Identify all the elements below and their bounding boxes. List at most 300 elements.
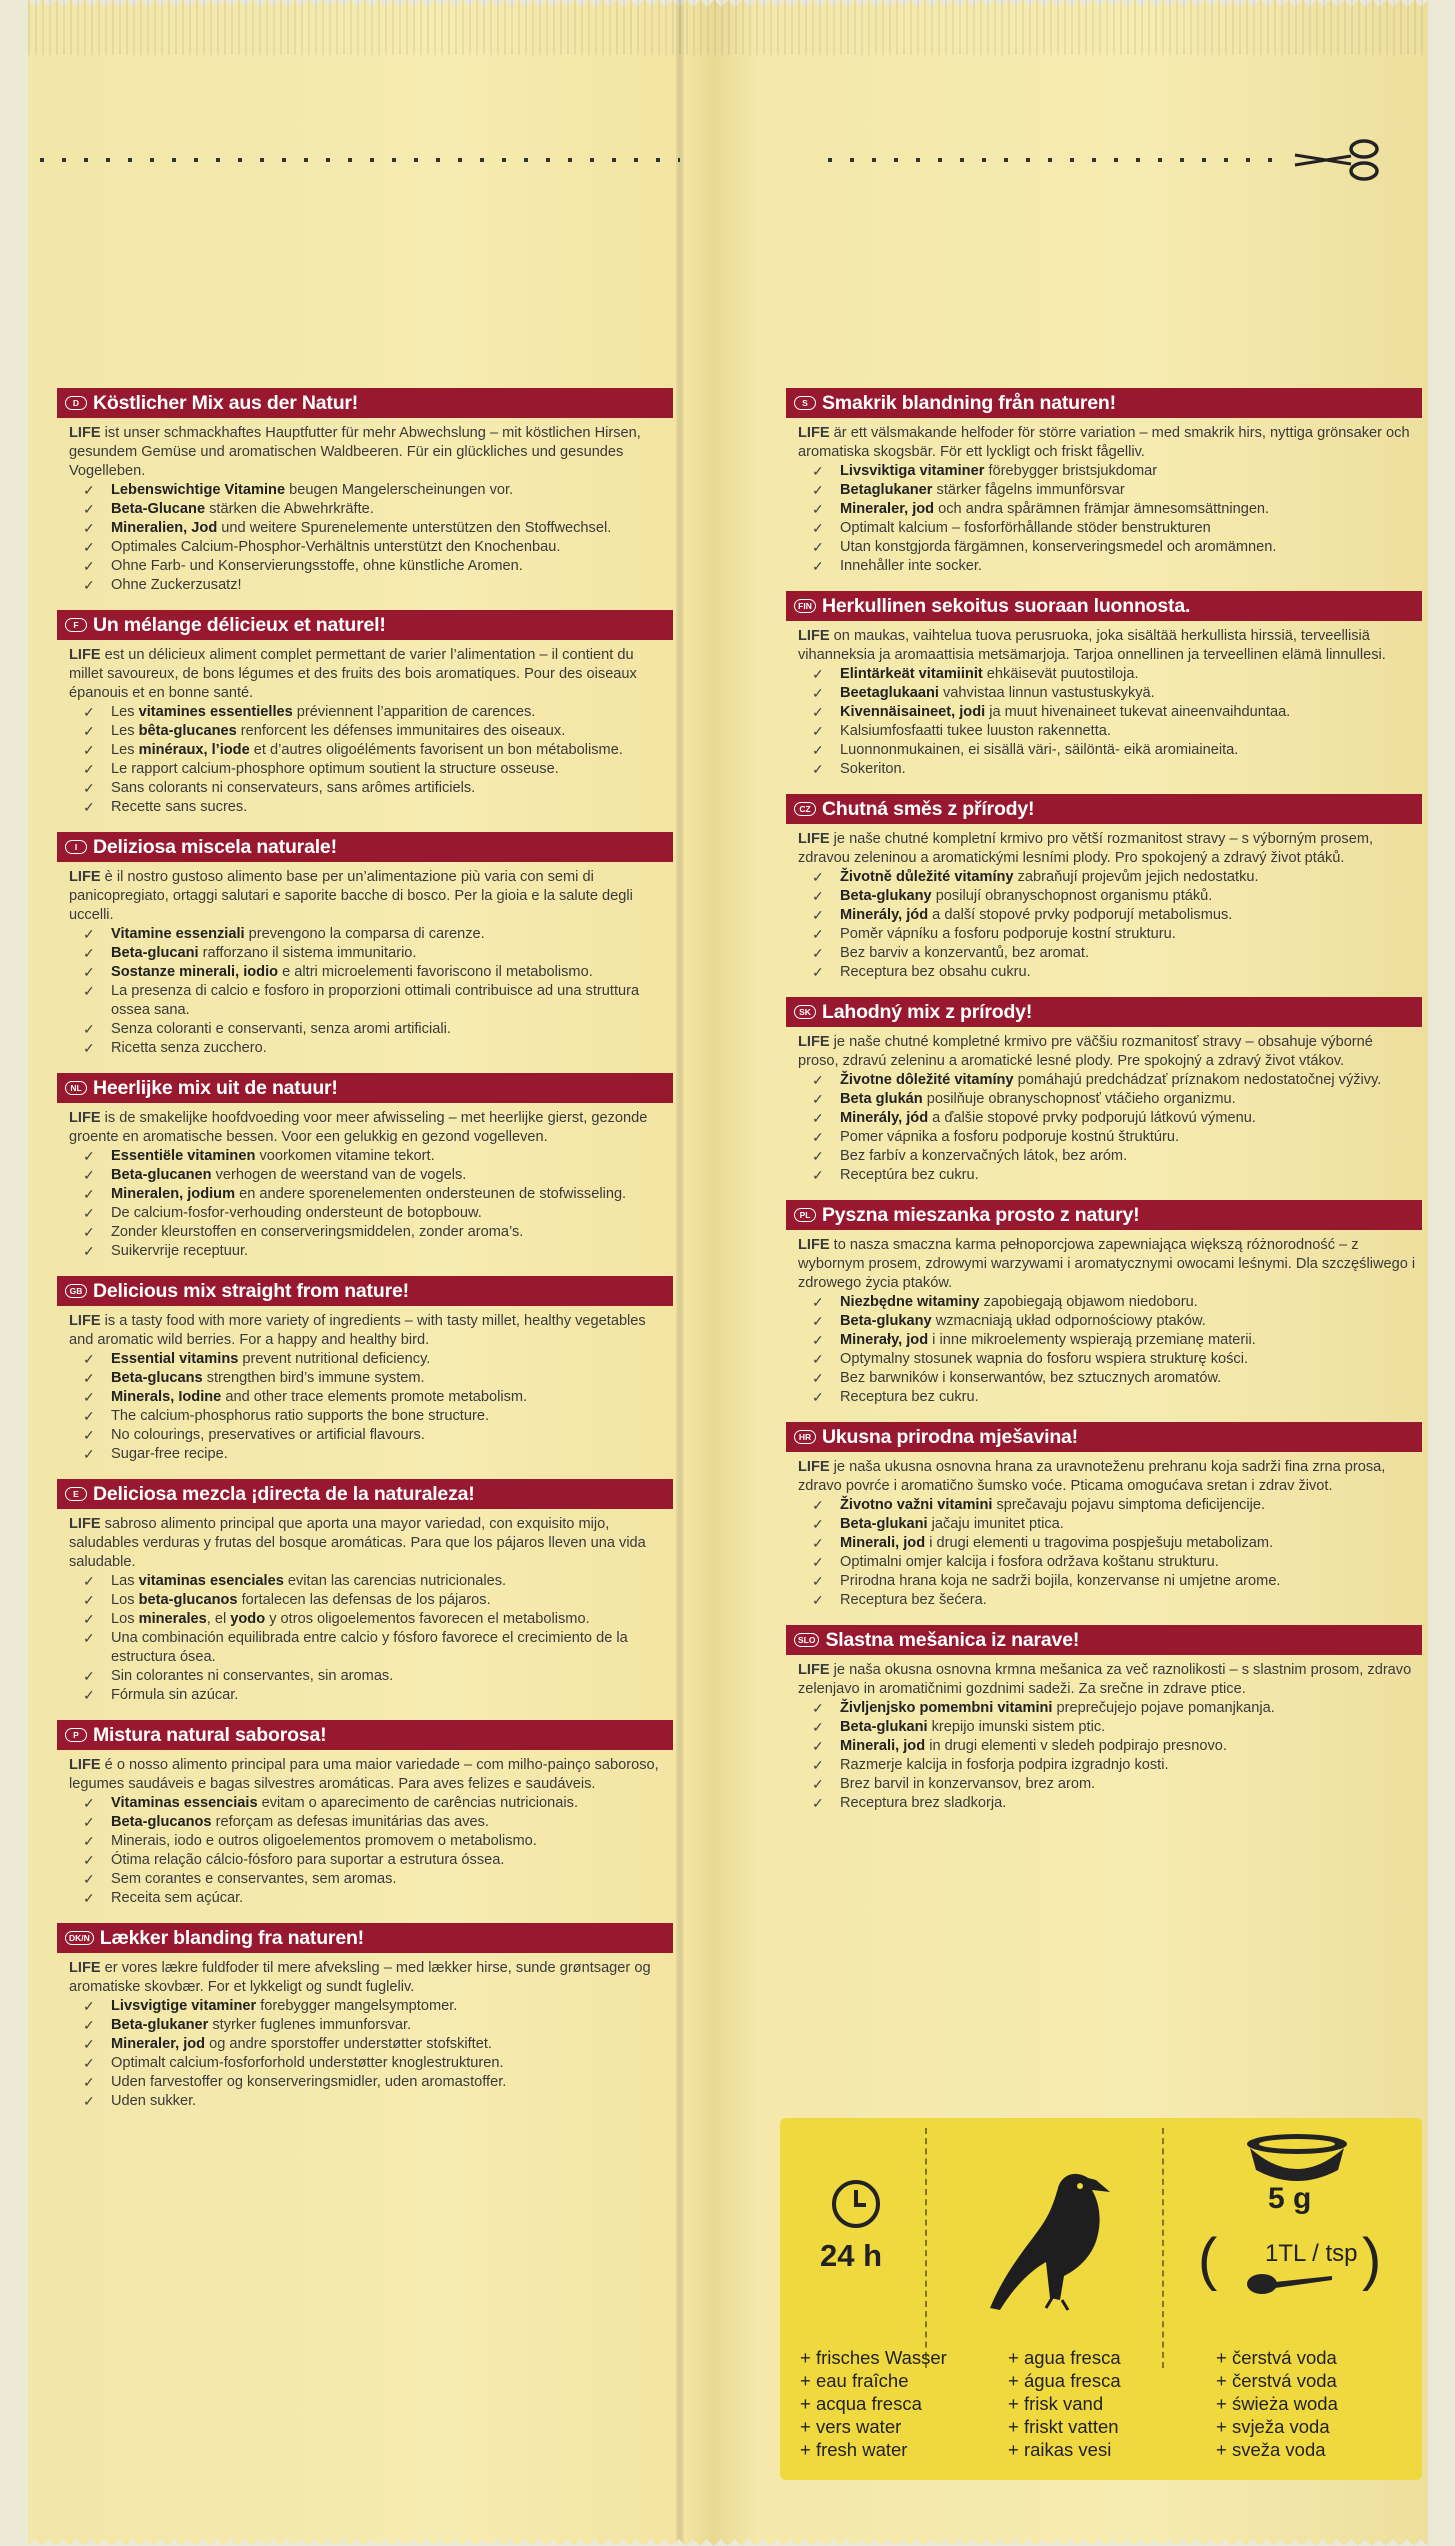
benefit-text: prevengono la comparsa di carenze. [244,926,485,942]
brand-name: LIFE [798,628,830,644]
benefit-text: Ohne Zuckerzusatz! [111,577,242,593]
benefit-item [812,1572,1422,1591]
benefit-item [812,1515,1422,1534]
section-title: Köstlicher Mix aus der Natur! [93,391,359,414]
benefit-bold: Životne dôležité vitamíny [840,1072,1014,1088]
benefit-text: posilují obranyschopnost organismu ptáků. [931,888,1213,904]
benefit-text: reforçam as defesas imunitárias das aves. [211,1814,489,1830]
benefit-bold: Beta-glucanen [111,1167,212,1183]
brand-name: LIFE [798,1662,830,1678]
benefit-list [786,665,1422,779]
water-note: + fresh water [800,2439,908,2460]
language-badge: P [65,1728,87,1742]
brand-name: LIFE [69,1516,101,1532]
intro-text [57,868,673,925]
benefit-list [786,462,1422,576]
benefit-text: en andere sporenelementen ondersteunen de stofwisseling. [235,1186,627,1202]
section-title: Ukusna prirodna mješavina! [822,1425,1078,1448]
benefit-item [83,982,673,1020]
benefit-item [812,1293,1422,1312]
benefit-text: Minerais, iodo e outros oligoelementos promovem o metabolismo. [111,1833,537,1849]
benefit-item [83,500,673,519]
benefit-text: a ďalšie stopové prvky podporujú látkovú výmenu. [928,1110,1256,1126]
benefit-bold: Beta-Glucane [111,501,206,517]
benefit-text: prevent nutritional deficiency. [238,1351,431,1367]
benefit-text: Razmerje kalcija in fosforja podpira izgradnjo kosti. [840,1757,1169,1773]
benefit-bold: Životně důležité vitamíny [840,869,1014,885]
intro-body: sabroso alimento principal que aporta una mayor variedad, con exquisito mijo, saludables verduras y frutas del bosque aromáticas. Para que los pájaros lleven una vida saludable. [69,1516,646,1570]
benefit-text: Receptura brez sladkorja. [840,1795,1007,1811]
intro-text [786,1458,1422,1496]
benefit-bold: Essential vitamins [111,1351,239,1367]
section-gb [57,1276,673,1464]
water-note: + eau fraîche [800,2370,909,2391]
benefit-item [812,1775,1422,1794]
benefit-text: Les [111,723,139,739]
benefit-item [812,925,1422,944]
benefit-list [786,1699,1422,1813]
section-title: Heerlijke mix uit de natuur! [93,1076,338,1099]
benefit-text: strengthen bird’s immune system. [202,1370,425,1386]
section-title: Mistura natural saborosa! [93,1723,327,1746]
benefit-item [812,906,1422,925]
benefit-text: Brez barvil in konzervansov, brez arom. [840,1776,1096,1792]
benefit-item [812,1756,1422,1775]
section-header [57,1479,673,1509]
benefit-item [83,1997,673,2016]
intro-text [57,646,673,703]
section-header [786,794,1422,824]
section-header [57,610,673,640]
benefit-text: No colourings, preservatives or artificial flavours. [111,1427,425,1443]
benefit-bold: Minerali, jod [840,1535,926,1551]
benefit-item [812,944,1422,963]
benefit-item [83,538,673,557]
benefit-text: Les [111,742,139,758]
benefit-bold: Betaglukaner [840,482,933,498]
language-badge: D [65,396,87,410]
benefit-item [812,665,1422,684]
benefit-item [812,1369,1422,1388]
benefit-item [83,1388,673,1407]
benefit-item [812,963,1422,982]
benefit-item [812,557,1422,576]
benefit-item [812,1090,1422,1109]
benefit-text: Bez farbív a konzervačných látok, bez aróm. [840,1148,1128,1164]
benefit-item [812,1591,1422,1610]
brand-name: LIFE [69,1110,101,1126]
benefit-item [83,1223,673,1242]
benefit-item [812,1128,1422,1147]
dose-amount: 5 g [1268,2182,1312,2215]
section-title: Smakrik blandning från naturen! [822,391,1116,414]
benefit-item [812,1071,1422,1090]
benefit-item [83,1667,673,1686]
bird-icon [980,2158,1125,2358]
benefit-list [57,703,673,817]
language-badge: PL [794,1208,816,1222]
benefit-text: e altri microelementi favoriscono il metabolismo. [278,964,593,980]
section-slo [786,1625,1422,1813]
language-badge: I [65,840,87,854]
benefit-item [83,1889,673,1908]
benefit-text: Sin colorantes ni conservantes, sin aromas. [111,1668,394,1684]
section-header [786,997,1422,1027]
section-title: Lækker blanding fra naturen! [99,1926,364,1949]
benefit-text: Ohne Farb- und Konservierungsstoffe, ohne künstliche Aromen. [111,558,523,574]
benefit-text: Receita sem açúcar. [111,1890,244,1906]
section-title: Lahodný mix z prírody! [822,1000,1033,1023]
brand-name: LIFE [69,1960,101,1976]
benefit-item [83,1870,673,1889]
intro-text [786,830,1422,868]
scissors-icon [1293,138,1383,182]
benefit-text: förebygger bristsjukdomar [984,463,1158,479]
water-note: + raikas vesi [1008,2439,1112,2460]
benefit-item [83,722,673,741]
intro-text [786,1661,1422,1699]
benefit-item [83,1445,673,1464]
intro-text [57,1109,673,1147]
divider [925,2128,927,2368]
benefit-item [812,462,1422,481]
benefit-list [57,1350,673,1464]
section-header [786,1625,1422,1655]
benefit-text: och andra spårämnen främjar ämnesomsättningen. [934,501,1270,517]
benefit-bold: Essentiële vitaminen [111,1148,256,1164]
section-header [57,388,673,418]
language-badge: S [794,396,816,410]
benefit-item [812,519,1422,538]
benefit-item [83,760,673,779]
language-badge: NL [65,1081,87,1095]
benefit-item [83,1572,673,1591]
section-header [57,1720,673,1750]
intro-body: est un délicieux aliment complet permettant de varier l’alimentation – il contient du millet savoureux, de bons légumes et des fruits des bois aromatiques. Pour des oiseaux épanouis et en bonne santé. [69,647,637,701]
benefit-item [83,1242,673,1261]
section-title: Pyszna mieszanka prosto z natury! [822,1203,1140,1226]
benefit-text: i inne mikroelementy wspierają przemianę materii. [928,1332,1256,1348]
benefit-bold: Životno važni vitamini [840,1497,993,1513]
benefit-text: Le rapport calcium-phosphore optimum soutient la structure osseuse. [111,761,559,777]
benefit-item [83,1147,673,1166]
benefit-text: zapobiegają objawom niedoboru. [979,1294,1198,1310]
feeding-instructions [780,2118,1422,2480]
benefit-text: Optimalni omjer kalcija i fosfora održava koštanu strukturu. [840,1554,1219,1570]
benefit-text: Prirodna hrana koja ne sadrži bojila, konzervanse ni umjetne arome. [840,1573,1281,1589]
benefit-item [812,703,1422,722]
benefit-bold: Beta glukán [840,1091,923,1107]
section-i [57,832,673,1058]
benefit-text: evitan las carencias nutricionales. [283,1573,507,1589]
benefit-item [83,1426,673,1445]
benefit-item [83,2073,673,2092]
benefit-item [83,1851,673,1870]
language-badge: F [65,618,87,632]
spoon-icon [1240,2264,1335,2304]
benefit-item [812,1794,1422,1813]
benefit-item [812,1312,1422,1331]
benefit-text: ehkäisevät puutostiloja. [982,666,1139,682]
benefit-text: Kalsiumfosfaatti tukee luuston rakennetta. [840,723,1111,739]
benefit-text: Utan konstgjorda färgämnen, konserveringsmedel och aromämnen. [840,539,1277,555]
benefit-item [812,500,1422,519]
benefit-bold: Beta-glukani [840,1516,928,1532]
benefit-bold: Vitaminas essenciais [111,1795,258,1811]
benefit-text: Sokeriton. [840,761,906,777]
benefit-text: preprečujejo pojave pomanjkanja. [1052,1700,1275,1716]
water-note: + świeża woda [1216,2393,1338,2414]
benefit-text: De calcium-fosfor-verhouding ondersteunt de botopbouw. [111,1205,482,1221]
water-note: + vers water [800,2416,902,2437]
benefit-text: Recette sans sucres. [111,799,248,815]
section-d [57,388,673,595]
benefit-bold: Mineralen, jodium [111,1186,236,1202]
brand-name: LIFE [69,1313,101,1329]
benefit-text: ja muut hivenaineet tukevat aineenvaihduntaa. [985,704,1291,720]
water-note: + čerstvá voda [1216,2347,1337,2368]
benefit-bold: Minerals, Iodine [111,1389,222,1405]
water-note: + svježa voda [1216,2416,1330,2437]
benefit-item [83,1166,673,1185]
benefit-text: voorkomen vitamine tekort. [255,1148,435,1164]
benefit-text: in drugi elementi v sledeh podpirajo presnovo. [925,1738,1227,1754]
benefit-bold: minerales [138,1611,207,1627]
water-note: + frisches Wasser [800,2347,947,2368]
benefit-text: Poměr vápníku a fosforu podporuje kostní strukturu. [840,926,1176,942]
benefit-bold: vitaminas esenciales [138,1573,284,1589]
benefit-text: Fórmula sin azúcar. [111,1687,239,1703]
benefit-text: und weitere Spurenelemente unterstützen den Stoffwechsel. [217,520,612,536]
benefit-bold: Beta-glucans [111,1370,203,1386]
benefit-item [83,1039,673,1058]
water-list-3 [1216,2346,1338,2461]
center-seam [676,0,684,2546]
benefit-bold: Beta-glukani [840,1719,928,1735]
benefit-text: Receptúra bez cukru. [840,1167,979,1183]
water-note: + acqua fresca [800,2393,922,2414]
benefit-item [83,1204,673,1223]
benefit-bold: minéraux, l’iode [138,742,250,758]
benefit-item [83,741,673,760]
benefit-text: i drugi elementi u tragovima pospješuju metabolizam. [925,1535,1274,1551]
benefit-bold: Beta-glucani [111,945,199,961]
benefit-item [812,1166,1422,1185]
brand-name: LIFE [798,831,830,847]
benefit-item [83,1020,673,1039]
benefit-item [812,1388,1422,1407]
benefit-bold: Lebenswichtige Vitamine [111,482,286,498]
benefit-item [83,1591,673,1610]
section-e [57,1479,673,1705]
benefit-text: Suikervrije receptuur. [111,1243,249,1259]
benefit-bold: Beta-glukany [840,888,932,904]
benefit-item [83,1610,673,1629]
intro-text [57,1515,673,1572]
benefit-text: verhogen de weerstand van de vogels. [211,1167,467,1183]
benefit-bold: Minerály, jód [840,1110,929,1126]
benefit-text: posilňuje obranyschopnosť vtáčieho organizmu. [922,1091,1236,1107]
section-title: Herkullinen sekoitus suoraan luonnosta. [822,594,1191,617]
section-title: Deliziosa miscela naturale! [93,835,337,858]
intro-body: je naša ukusna osnovna hrana za uravnoteženu prehranu koja sadrži fina zrna prosa, zdravo povrće i aromatično šumsko voće. Pticama omogućava sretan i zdrav život. [798,1459,1386,1494]
water-note: + agua fresca [1008,2347,1121,2368]
benefit-bold: Kivennäisaineet, jodi [840,704,986,720]
section-header [786,1200,1422,1230]
section-dk-n [57,1923,673,2111]
benefit-list [57,1794,673,1908]
clock-icon [830,2178,882,2230]
benefit-text: Uden farvestoffer og konserveringsmidler, uden aromastoffer. [111,2074,507,2090]
benefit-text: Receptura bez cukru. [840,1389,979,1405]
benefit-text: et d’autres oligoéléments favorisent un bon métabolisme. [249,742,623,758]
language-badge: GB [65,1284,87,1298]
benefit-item [83,2092,673,2111]
benefit-text: Ótima relação cálcio-fósforo para suportar a estrutura óssea. [111,1852,505,1868]
benefit-text: Optimalt kalcium – fosforförhållande stöder benstrukturen [840,520,1211,536]
benefit-bold: Beta-glukany [840,1313,932,1329]
benefit-text: Sugar-free recipe. [111,1446,228,1462]
benefit-text: a další stopové prvky podporují metabolismus. [928,907,1233,923]
benefit-bold: Niezbędne witaminy [840,1294,980,1310]
section-title: Chutná směs z přírody! [822,797,1035,820]
benefit-list [57,1572,673,1705]
intro-body: är ett välsmakande helfoder för större variation – med smakrik hirs, nyttiga grönsaker och aromatiska skogsbär. För ett lyckligt och friskt fågelliv. [798,425,1410,460]
benefit-text: Senza coloranti e conservanti, senza aromi artificiali. [111,1021,451,1037]
intro-text [57,1312,673,1350]
paren-left: ( [1198,2227,1218,2292]
language-badge: CZ [794,802,816,816]
benefit-text: forebygger mangelsymptomer. [256,1998,458,2014]
benefit-text: La presenza di calcio e fosforo in proporzioni ottimali contribuisce ad una struttura ossea sana. [111,983,640,1018]
benefit-text: préviennent l’apparition de carences. [292,704,536,720]
right-column [786,388,1422,1828]
brand-name: LIFE [69,1757,101,1773]
language-badge: E [65,1487,87,1501]
benefit-bold: Sostanze minerali, iodio [111,964,279,980]
benefit-text: styrker fuglenes immunforsvar. [208,2017,412,2033]
benefit-item [83,798,673,817]
tear-line-left [40,158,680,162]
feeding-hours: 24 h [820,2238,883,2273]
brand-name: LIFE [69,647,101,663]
benefit-item [812,1147,1422,1166]
benefit-item [83,779,673,798]
divider [1162,2128,1164,2368]
language-badge: HR [794,1430,816,1444]
intro-text [57,1959,673,1997]
benefit-item [83,1813,673,1832]
benefit-item [812,1553,1422,1572]
benefit-text: y otros oligoelementos favorecen el metabolismo. [265,1611,590,1627]
benefit-item [83,925,673,944]
brand-name: LIFE [798,1034,830,1050]
benefit-bold: Minerali, jod [840,1738,926,1754]
water-note: + friskt vatten [1008,2416,1119,2437]
benefit-list [786,1293,1422,1407]
section-p [57,1720,673,1908]
benefit-item [83,1794,673,1813]
intro-body: je naše chutné kompletní krmivo pro větší rozmanitost stravy – s výborným prosem, zdravou zeleninou a aromatickými lesními plody. Pro spokojený a zdravý život ptáků. [798,831,1374,866]
benefit-item [83,1350,673,1369]
benefit-text: Innehåller inte socker. [840,558,982,574]
benefit-text: stärker fågelns immunförsvar [932,482,1125,498]
benefit-item [83,519,673,538]
benefit-text: stärken die Abwehrkräfte. [205,501,374,517]
benefit-item [83,2054,673,2073]
benefit-item [83,944,673,963]
benefit-text: Las [111,1573,139,1589]
benefit-item [812,1718,1422,1737]
intro-body: je naše chutné kompletné krmivo pre väčšiu rozmanitosť stravy – obsahuje výborné proso, zdravú zeleninu a aromatické lesné plody. Pre spokojný a zdravý život vtákov. [798,1034,1373,1069]
section-f [57,610,673,817]
water-note: + frisk vand [1008,2393,1104,2414]
benefit-list [786,1071,1422,1185]
benefit-bold: Livsviktiga vitaminer [840,463,985,479]
brand-name: LIFE [798,1237,830,1253]
section-header [786,1422,1422,1452]
benefit-text: Bez barviv a konzervantů, bez aromat. [840,945,1090,961]
section-title: Deliciosa mezcla ¡directa de la naturaleza! [93,1482,475,1505]
water-note: + čerstvá voda [1216,2370,1337,2391]
section-header [57,832,673,862]
intro-body: é o nosso alimento principal para uma maior variedade – com milho-painço saboroso, legumes saudáveis e bagas silvestres aromáticas. Para aves felizes e saudáveis. [69,1757,659,1792]
intro-text [57,1756,673,1794]
benefit-item [812,868,1422,887]
intro-body: to nasza smaczna karma pełnoporcjowa zapewniająca większą różnorodność – z wybornym prosem, zdrowymi warzywami i aromatycznymi owocami leśnymi. Dla szczęśliwego i zdrowego życia ptaków. [798,1237,1416,1291]
benefit-text: , el [206,1611,231,1627]
benefit-text: vahvistaa linnun vastustuskykyä. [938,685,1155,701]
intro-body: è il nostro gustoso alimento base per un’alimentazione più varia con semi di panicopregiato, ortaggi salutari e saporite bacche di bosco. Per la gioia e la salute degli uccelli. [69,869,633,923]
benefit-text: jačaju imunitet ptica. [927,1516,1064,1532]
benefit-text: Optimalt calcium-fosforforhold understøtter knoglestrukturen. [111,2055,504,2071]
benefit-item [812,1496,1422,1515]
section-hr [786,1422,1422,1610]
section-header [57,1073,673,1103]
brand-name: LIFE [69,869,101,885]
benefit-text: Bez barwników i konserwantów, bez sztucznych aromatów. [840,1370,1222,1386]
benefit-text: Receptura bez šećera. [840,1592,987,1608]
benefit-list [786,1496,1422,1610]
intro-text [786,1033,1422,1071]
benefit-item [83,481,673,500]
left-column [57,388,673,2126]
benefit-text: and other trace elements promote metabolism. [221,1389,528,1405]
benefit-text: Receptura bez obsahu cukru. [840,964,1031,980]
benefit-item [83,557,673,576]
dose-unit: 1TL / tsp [1265,2240,1358,2267]
section-header [786,388,1422,418]
intro-text [57,424,673,481]
benefit-text: The calcium-phosphorus ratio supports the bone structure. [111,1408,490,1424]
benefit-text: wzmacniają układ odpornościowy ptaków. [931,1313,1206,1329]
benefit-item [812,887,1422,906]
language-badge: SLO [794,1633,819,1647]
intro-text [786,627,1422,665]
benefit-bold: Mineraler, jod [840,501,935,517]
benefit-text: Optimales Calcium-Phosphor-Verhältnis unterstützt den Knochenbau. [111,539,561,555]
benefit-text: Zonder kleurstoffen en conserveringsmiddelen, zonder aroma’s. [111,1224,524,1240]
benefit-bold: bêta-glucanes [138,723,237,739]
benefit-text: og andre sporstoffer understøtter stofskiftet. [205,2036,492,2052]
section-nl [57,1073,673,1261]
benefit-bold: beta-glucanos [138,1592,238,1608]
water-note: + sveža voda [1216,2439,1326,2460]
section-title: Slastna mešanica iz narave! [825,1628,1080,1651]
benefit-item [812,722,1422,741]
benefit-list [57,925,673,1058]
benefit-text: Uden sukker. [111,2093,197,2109]
